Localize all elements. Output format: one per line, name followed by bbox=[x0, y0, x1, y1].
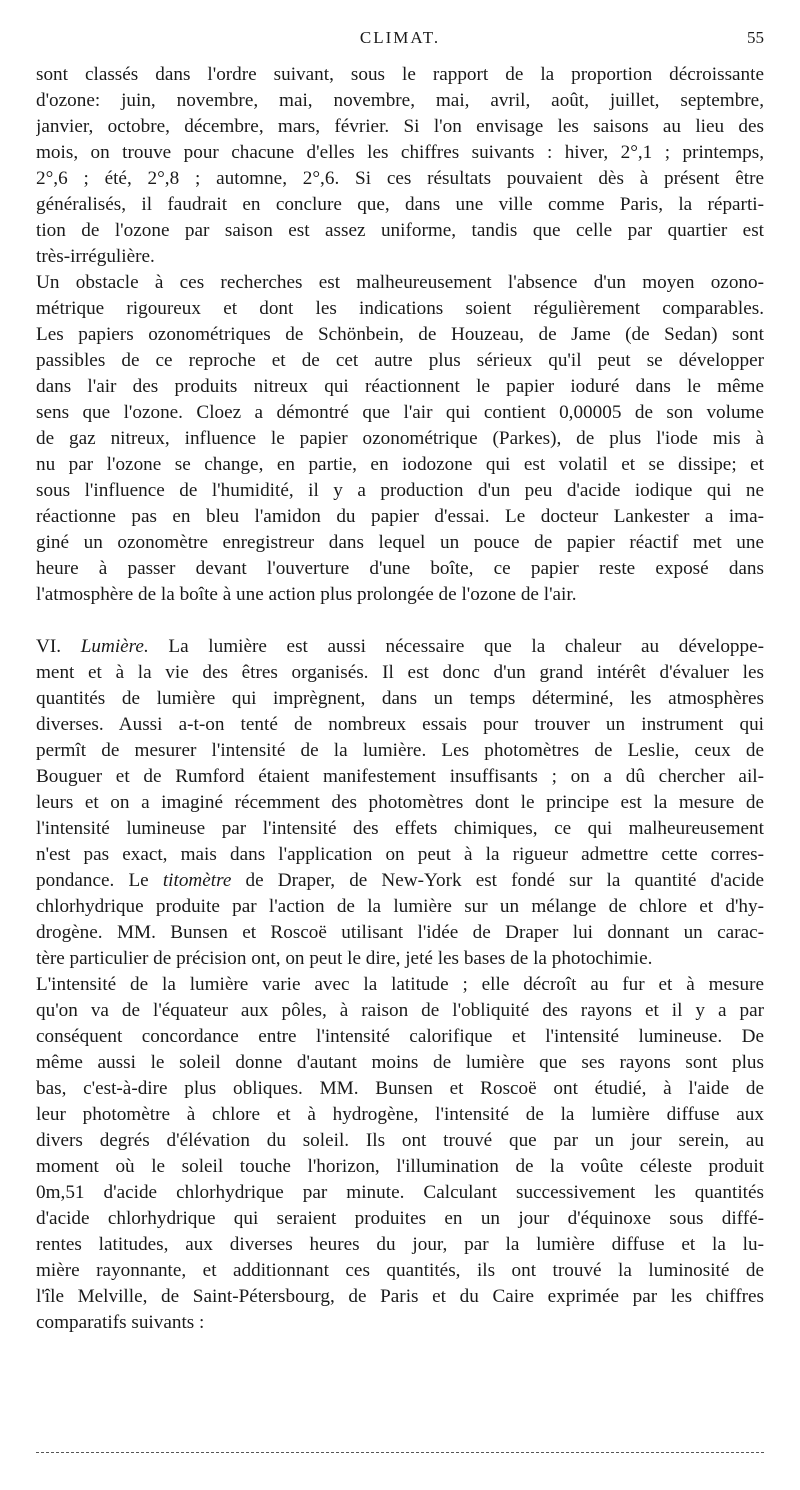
text-line: rentes latitudes, aux diverses heures du jour, par la lumière diffuse et la lu- bbox=[36, 1234, 764, 1255]
text-line: chlorhydrique produite par l'action de la lumière sur un mélange de chlore et d'hy- bbox=[36, 896, 764, 917]
page-number: 55 bbox=[747, 28, 764, 47]
text-fragment: pondance. Le bbox=[36, 870, 163, 891]
text-line: diverses. Aussi a-t-on tenté de nombreux essais pour trouver un instrument qui bbox=[36, 714, 764, 735]
text-line: nu par l'ozone se change, en partie, en iodozone qui est volatil et se dissipe; et bbox=[36, 454, 764, 475]
body-text bbox=[36, 62, 764, 1336]
text-line: permît de mesurer l'intensité de la lumière. Les photomètres de Leslie, ceux de bbox=[36, 740, 764, 761]
text-line: janvier, octobre, décembre, mars, février. Si l'on envisage les saisons au lieu des bbox=[36, 116, 764, 137]
text-line: métrique rigoureux et dont les indications soient régulièrement comparables. bbox=[36, 298, 764, 319]
section-title: Lumière. bbox=[80, 636, 149, 657]
text-line: giné un ozonomètre enregistreur dans lequel un pouce de papier réactif met une bbox=[36, 532, 764, 553]
text-line: d'acide chlorhydrique qui seraient produites en un jour d'équinoxe sous diffé- bbox=[36, 1208, 764, 1229]
text-line: l'île Melville, de Saint-Pétersbourg, de Paris et du Caire exprimée par les chiffres bbox=[36, 1286, 764, 1307]
text-line: L'intensité de la lumière varie avec la latitude ; elle décroît au fur et à mesure bbox=[36, 974, 764, 995]
text-line: conséquent concordance entre l'intensité calorifique et l'intensité lumineuse. De bbox=[36, 1026, 764, 1047]
text-line: même aussi le soleil donne d'autant moins de lumière que ses rayons sont plus bbox=[36, 1052, 764, 1073]
text-line: l'intensité lumineuse par l'intensité des effets chimiques, ce qui malheureusement bbox=[36, 818, 764, 839]
text-line: généralisés, il faudrait en conclure que, dans une ville comme Paris, la réparti- bbox=[36, 194, 764, 215]
paragraph-ozonometry bbox=[36, 270, 764, 608]
text-line: ment et à la vie des êtres organisés. Il est donc d'un grand intérêt d'évaluer les bbox=[36, 662, 764, 683]
section-first-line-text: La lumière est aussi nécessaire que la chaleur au développe- bbox=[168, 636, 764, 657]
text-line: Un obstacle à ces recherches est malheureusement l'absence d'un moyen ozono- bbox=[36, 272, 764, 293]
text-line: de gaz nitreux, influence le papier ozonométrique (Parkes), de plus l'iode mis à bbox=[36, 428, 764, 449]
text-line: drogène. MM. Bunsen et Roscoë utilisant l'idée de Draper lui donnant un carac- bbox=[36, 922, 764, 943]
text-line: n'est pas exact, mais dans l'application on peut à la rigueur admettre cette corres- bbox=[36, 844, 764, 865]
text-line: 0m,51 d'acide chlorhydrique par minute. Calculant successivement les quantités bbox=[36, 1182, 764, 1203]
text-line: dans l'air des produits nitreux qui réactionnent le papier ioduré dans le même bbox=[36, 376, 764, 397]
text-line: 2°,6 ; été, 2°,8 ; automne, 2°,6. Si ces résultats pouvaient dès à présent être bbox=[36, 168, 764, 189]
text-line: heure à passer devant l'ouverture d'une boîte, ce papier reste exposé dans bbox=[36, 558, 764, 579]
text-line: mois, on trouve pour chacune d'elles les chiffres suivants : hiver, 2°,1 ; printemps, bbox=[36, 142, 764, 163]
text-line: sens que l'ozone. Cloez a démontré que l'air qui contient 0,00005 de son volume bbox=[36, 402, 764, 423]
text-line: leur photomètre à chlore et à hydrogène, l'intensité de la lumière diffuse aux bbox=[36, 1104, 764, 1125]
section-number: VI. bbox=[36, 636, 62, 657]
text-line: tère particulier de précision ont, on peut le dire, jeté les bases de la photochimie. bbox=[36, 948, 653, 969]
paragraph-light-latitude bbox=[36, 972, 764, 1336]
titometre-term: titomètre bbox=[162, 870, 232, 891]
text-fragment: de Draper, de New-York est fondé sur la quantité d'acide bbox=[231, 870, 764, 891]
text-line: Les papiers ozonométriques de Schönbein, de Houzeau, de Jame (de Sedan) sont bbox=[36, 324, 764, 345]
text-line: tion de l'ozone par saison est assez uniforme, tandis que celle par quartier est bbox=[36, 220, 764, 241]
text-line: mière rayonnante, et additionnant ces quantités, ils ont trouvé la luminosité de bbox=[36, 1260, 764, 1281]
section-gap bbox=[36, 608, 764, 634]
text-line: sont classés dans l'ordre suivant, sous le rapport de la proportion décroissante bbox=[36, 64, 764, 85]
section-lumiere bbox=[36, 634, 764, 972]
running-head bbox=[0, 28, 800, 52]
text-line: très-irrégulière. bbox=[36, 246, 155, 267]
paragraph-ozone-seasons bbox=[36, 62, 764, 270]
text-line: d'ozone: juin, novembre, mai, novembre, mai, avril, août, juillet, septembre, bbox=[36, 90, 764, 111]
text-line: bas, c'est-à-dire plus obliques. MM. Bunsen et Roscoë ont étudié, à l'aide de bbox=[36, 1078, 764, 1099]
text-line: passibles de ce reproche et de cet autre plus sérieux qu'il peut se développer bbox=[36, 350, 764, 371]
section-first-line bbox=[36, 634, 764, 660]
text-line: Bouguer et de Rumford étaient manifestement insuffisants ; on a dû chercher ail- bbox=[36, 766, 764, 787]
text-line: qu'on va de l'équateur aux pôles, à raison de l'obliquité des rayons et il y a par bbox=[36, 1000, 764, 1021]
titometre-line bbox=[36, 868, 764, 894]
text-line: réactionne pas en bleu l'amidon du papier d'essai. Le docteur Lankester a ima- bbox=[36, 506, 764, 527]
text-line: l'atmosphère de la boîte à une action plus prolongée de l'ozone de l'air. bbox=[36, 584, 577, 605]
text-line: moment où le soleil touche l'horizon, l'illumination de la voûte céleste produit bbox=[36, 1156, 764, 1177]
text-line: quantités de lumière qui imprègnent, dans un temps déterminé, les atmosphères bbox=[36, 688, 764, 709]
dashed-footer-rule bbox=[36, 1452, 764, 1453]
text-line: divers degrés d'élévation du soleil. Ils ont trouvé que par un jour serein, au bbox=[36, 1130, 764, 1151]
text-line: sous l'influence de l'humidité, il y a production d'un peu d'acide iodique qui ne bbox=[36, 480, 764, 501]
text-line: comparatifs suivants : bbox=[36, 1312, 205, 1333]
running-title: CLIMAT. bbox=[359, 28, 441, 47]
text-line: leurs et on a imaginé récemment des photomètres dont le principe est la mesure de bbox=[36, 792, 764, 813]
